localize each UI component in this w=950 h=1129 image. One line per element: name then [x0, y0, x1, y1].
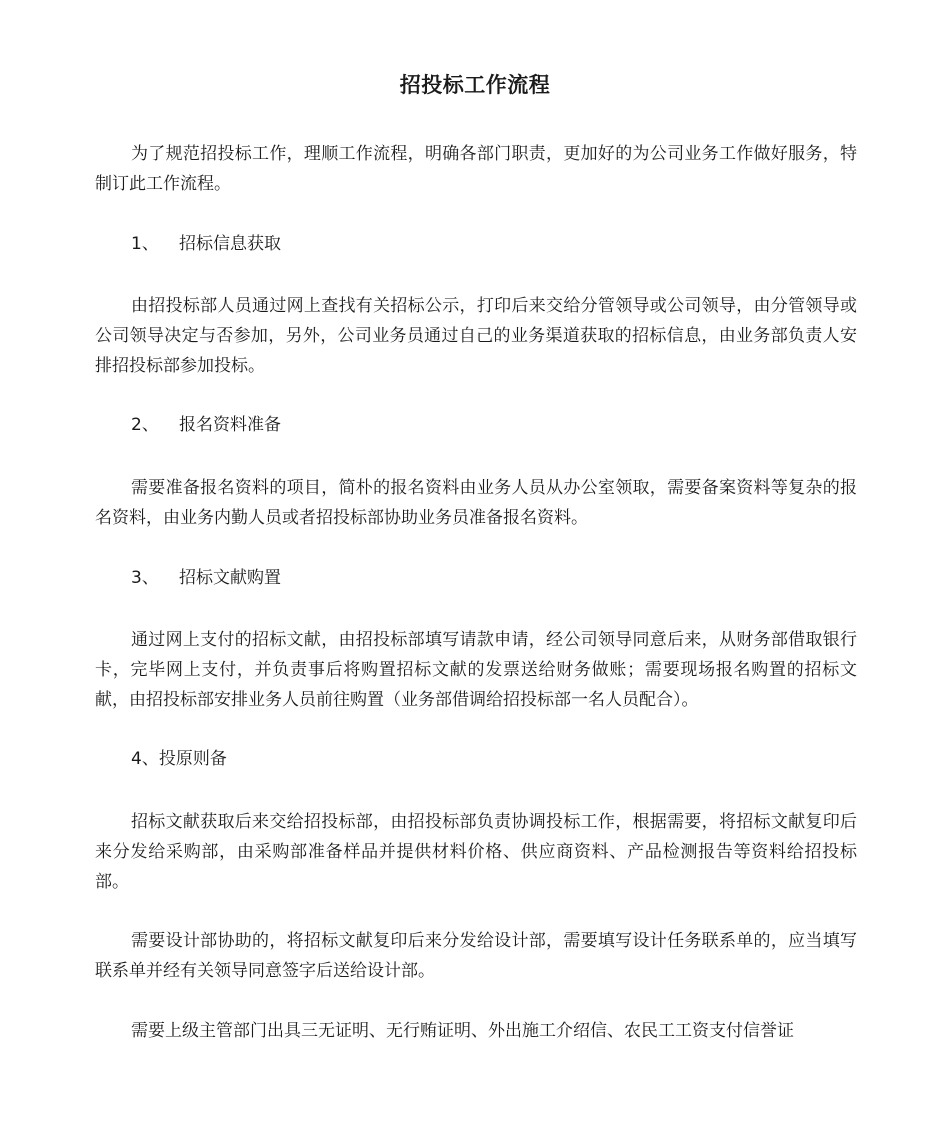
section-2-paragraph-1: 需要准备报名资料的项目，简朴的报名资料由业务人员从办公室领取，需要备案资料等复杂的报名资料，由业务内勤人员或者招投标部协助业务员准备报名资料。 — [95, 478, 857, 528]
section-heading-2 — [95, 410, 893, 440]
section-heading-4 — [95, 744, 893, 774]
section-number: 4、 — [131, 749, 159, 769]
section-number: 3、 — [131, 568, 159, 588]
section-number: 1、 — [131, 234, 159, 254]
section-title: 投原则备 — [158, 749, 227, 769]
intro-paragraph: 为了规范招投标工作，理顺工作流程，明确各部门职责，更加好的为公司业务工作做好服务，特制订此工作流程。 — [95, 144, 857, 194]
section-title: 报名资料准备 — [179, 415, 281, 435]
section-title: 招标信息获取 — [179, 234, 281, 254]
document-title: 招投标工作流程 — [399, 73, 551, 97]
section-heading-1 — [95, 229, 893, 259]
section-heading-3 — [95, 563, 893, 593]
section-4-paragraph-3: 需要上级主管部门出具三无证明、无行贿证明、外出施工介绍信、农民工工资支付信誉证 — [131, 1021, 794, 1041]
section-title: 招标文献购置 — [179, 568, 281, 588]
section-number: 2、 — [131, 415, 159, 435]
section-4-paragraph-1: 招标文献获取后来交给招投标部，由招投标部负责协调投标工作，根据需要，将招标文献复印后来分发给采购部，由采购部准备样品并提供材料价格、供应商资料、产品检测报告等资料给招投标部。 — [95, 812, 857, 892]
section-1-paragraph-1: 由招投标部人员通过网上查找有关招标公示，打印后来交给分管领导或公司领导，由分管领导或公司领导决定与否参加，另外，公司业务员通过自己的业务渠道获取的招标信息，由业务部负责人安排招投标部参加投标。 — [95, 296, 857, 376]
section-3-paragraph-1: 通过网上支付的招标文献，由招投标部填写请款申请，经公司领导同意后来，从财务部借取银行卡，完毕网上支付，并负责事后将购置招标文献的发票送给财务做账；需要现场报名购置的招标文献，由招投标部安排业务人员前往购置（业务部借调给招投标部一名人员配合）。 — [95, 630, 857, 710]
section-4-paragraph-2: 需要设计部协助的，将招标文献复印后来分发给设计部，需要填写设计任务联系单的，应当填写联系单并经有关领导同意签字后送给设计部。 — [95, 931, 857, 981]
